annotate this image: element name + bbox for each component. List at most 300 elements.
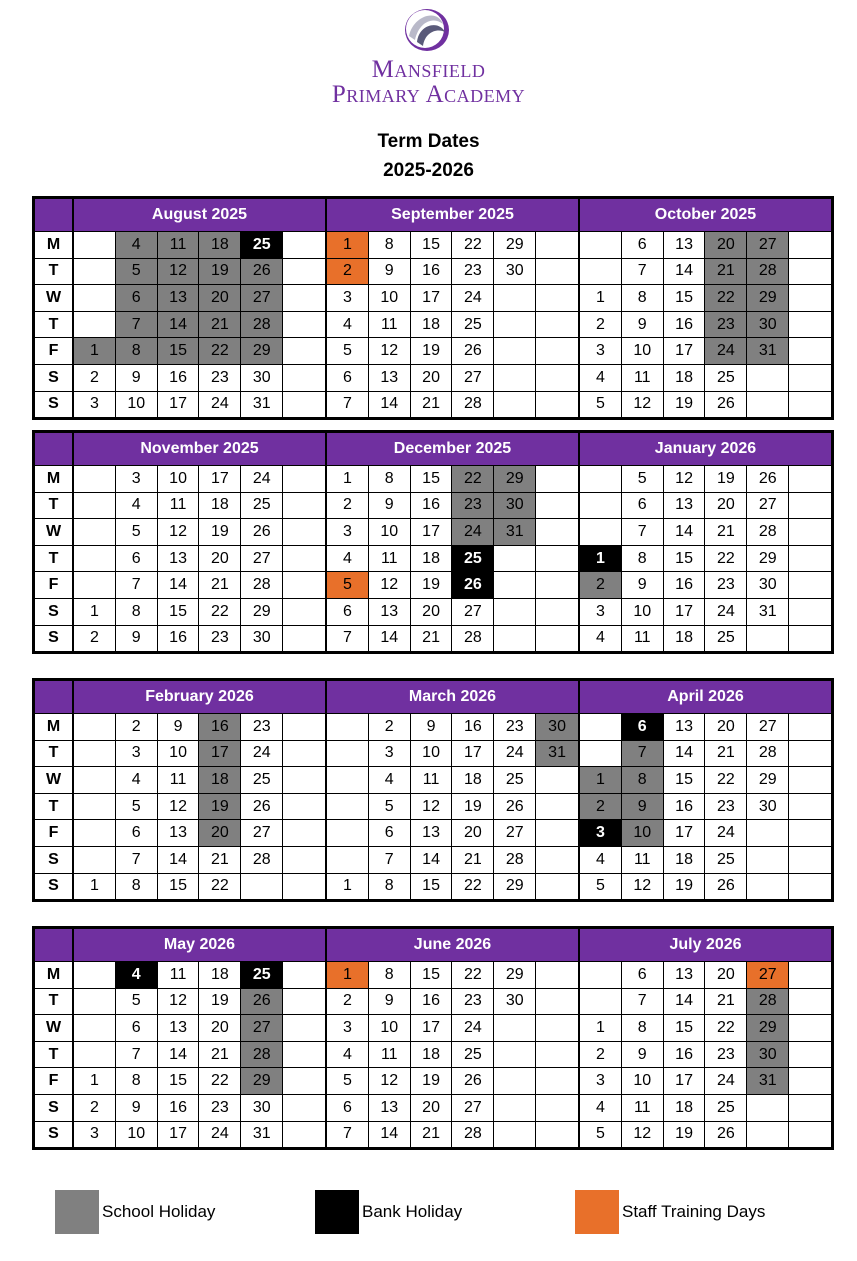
month-grid xyxy=(72,961,325,1147)
empty-cell xyxy=(327,713,369,740)
empty-cell xyxy=(580,465,622,492)
date-cell: 5 xyxy=(116,518,158,545)
date-cell: 22 xyxy=(199,873,241,900)
date-cell: 29 xyxy=(747,1014,789,1041)
empty-cell xyxy=(327,766,369,793)
empty-cell xyxy=(747,873,789,900)
date-cell: 18 xyxy=(452,766,494,793)
empty-cell xyxy=(747,846,789,873)
empty-cell xyxy=(747,625,789,652)
date-cell: 22 xyxy=(199,598,241,625)
empty-cell xyxy=(789,740,831,767)
date-cell: 27 xyxy=(241,545,283,572)
date-cell: 22 xyxy=(705,545,747,572)
date-cell: 5 xyxy=(622,465,664,492)
date-cell: 21 xyxy=(411,625,453,652)
date-cell: 10 xyxy=(622,337,664,364)
date-cell: 16 xyxy=(199,713,241,740)
date-cell: 29 xyxy=(241,1067,283,1094)
date-cell: 20 xyxy=(199,1014,241,1041)
date-cell: 26 xyxy=(705,391,747,418)
date-cell: 2 xyxy=(580,1041,622,1068)
date-cell: 18 xyxy=(411,1041,453,1068)
date-cell: 15 xyxy=(411,873,453,900)
date-cell: 13 xyxy=(664,492,706,519)
date-cell: 21 xyxy=(452,846,494,873)
empty-cell xyxy=(74,1041,116,1068)
empty-cell xyxy=(74,545,116,572)
empty-cell xyxy=(789,518,831,545)
month-grid xyxy=(578,231,831,417)
date-cell: 3 xyxy=(327,284,369,311)
empty-cell xyxy=(74,793,116,820)
empty-cell xyxy=(789,873,831,900)
date-cell: 8 xyxy=(116,873,158,900)
logo-emblem-icon xyxy=(403,6,455,54)
date-cell: 31 xyxy=(747,337,789,364)
date-cell: 16 xyxy=(452,713,494,740)
empty-cell xyxy=(789,311,831,338)
month-grid xyxy=(72,713,325,899)
month-grid xyxy=(72,465,325,651)
date-cell: 16 xyxy=(158,364,200,391)
empty-cell xyxy=(536,364,578,391)
date-cell: 31 xyxy=(747,598,789,625)
day-label: F xyxy=(35,337,72,364)
empty-cell xyxy=(74,571,116,598)
empty-cell xyxy=(494,337,536,364)
empty-cell xyxy=(536,1067,578,1094)
date-cell: 21 xyxy=(199,846,241,873)
empty-cell xyxy=(494,1041,536,1068)
date-cell: 15 xyxy=(411,961,453,988)
date-cell: 28 xyxy=(494,846,536,873)
date-cell: 27 xyxy=(747,961,789,988)
header-corner xyxy=(35,199,72,231)
date-cell: 11 xyxy=(158,961,200,988)
day-label: T xyxy=(35,1041,72,1068)
date-cell: 11 xyxy=(369,545,411,572)
date-cell: 17 xyxy=(664,598,706,625)
empty-cell xyxy=(789,988,831,1015)
date-cell: 14 xyxy=(411,846,453,873)
date-cell: 6 xyxy=(116,819,158,846)
date-cell: 22 xyxy=(705,766,747,793)
date-cell: 19 xyxy=(199,518,241,545)
date-cell: 4 xyxy=(116,766,158,793)
date-cell: 23 xyxy=(705,311,747,338)
date-cell: 2 xyxy=(580,571,622,598)
empty-cell xyxy=(747,364,789,391)
date-cell: 28 xyxy=(747,258,789,285)
date-cell: 26 xyxy=(747,465,789,492)
day-label: T xyxy=(35,258,72,285)
date-cell: 21 xyxy=(705,518,747,545)
date-cell: 11 xyxy=(622,364,664,391)
date-cell: 19 xyxy=(199,793,241,820)
date-cell: 16 xyxy=(664,311,706,338)
empty-cell xyxy=(747,819,789,846)
empty-cell xyxy=(536,311,578,338)
date-cell: 17 xyxy=(452,740,494,767)
date-cell: 11 xyxy=(411,766,453,793)
date-cell: 23 xyxy=(452,988,494,1015)
date-cell: 4 xyxy=(327,1041,369,1068)
date-cell: 21 xyxy=(705,988,747,1015)
day-label: W xyxy=(35,518,72,545)
date-cell: 4 xyxy=(580,625,622,652)
date-cell: 27 xyxy=(452,364,494,391)
date-cell: 18 xyxy=(199,766,241,793)
date-cell: 9 xyxy=(369,492,411,519)
date-cell: 5 xyxy=(580,391,622,418)
academic-year: 2025-2026 xyxy=(383,160,474,181)
empty-cell xyxy=(536,766,578,793)
empty-cell xyxy=(580,258,622,285)
date-cell: 3 xyxy=(116,740,158,767)
calendar-block xyxy=(32,196,834,420)
date-cell: 22 xyxy=(452,961,494,988)
date-cell: 10 xyxy=(622,598,664,625)
date-cell: 22 xyxy=(452,465,494,492)
empty-cell xyxy=(789,1094,831,1121)
empty-cell xyxy=(536,258,578,285)
empty-cell xyxy=(283,713,325,740)
month-header: November 2025 xyxy=(72,433,325,465)
date-cell: 8 xyxy=(622,284,664,311)
empty-cell xyxy=(789,258,831,285)
date-cell: 7 xyxy=(622,740,664,767)
date-cell: 21 xyxy=(199,571,241,598)
header-corner xyxy=(35,681,72,713)
date-cell: 26 xyxy=(705,873,747,900)
empty-cell xyxy=(494,598,536,625)
date-cell: 27 xyxy=(747,492,789,519)
empty-cell xyxy=(536,545,578,572)
date-cell: 14 xyxy=(664,988,706,1015)
date-cell: 4 xyxy=(580,364,622,391)
date-cell: 5 xyxy=(327,1067,369,1094)
empty-cell xyxy=(789,598,831,625)
empty-cell xyxy=(494,1094,536,1121)
date-cell: 31 xyxy=(747,1067,789,1094)
date-cell: 21 xyxy=(199,1041,241,1068)
empty-cell xyxy=(74,465,116,492)
date-cell: 26 xyxy=(241,793,283,820)
month-header: December 2025 xyxy=(325,433,578,465)
date-cell: 16 xyxy=(664,793,706,820)
date-cell: 26 xyxy=(452,1067,494,1094)
month-header: February 2026 xyxy=(72,681,325,713)
date-cell: 17 xyxy=(664,337,706,364)
day-label: T xyxy=(35,311,72,338)
month-grid xyxy=(578,961,831,1147)
date-cell: 9 xyxy=(369,258,411,285)
calendar-block xyxy=(32,926,834,1150)
date-cell: 23 xyxy=(705,1041,747,1068)
date-cell: 12 xyxy=(158,518,200,545)
day-label: T xyxy=(35,988,72,1015)
date-cell: 23 xyxy=(241,713,283,740)
empty-cell xyxy=(327,819,369,846)
empty-cell xyxy=(283,793,325,820)
date-cell: 6 xyxy=(327,598,369,625)
date-cell: 21 xyxy=(411,1121,453,1148)
empty-cell xyxy=(74,258,116,285)
day-label: S xyxy=(35,1094,72,1121)
date-cell: 4 xyxy=(327,545,369,572)
date-cell: 22 xyxy=(452,873,494,900)
date-cell: 6 xyxy=(622,492,664,519)
legend-swatch xyxy=(315,1190,359,1234)
empty-cell xyxy=(283,311,325,338)
empty-cell xyxy=(283,284,325,311)
date-cell: 15 xyxy=(411,465,453,492)
date-cell: 10 xyxy=(622,1067,664,1094)
empty-cell xyxy=(74,961,116,988)
date-cell: 4 xyxy=(116,231,158,258)
empty-cell xyxy=(580,740,622,767)
date-cell: 13 xyxy=(158,1014,200,1041)
empty-cell xyxy=(283,364,325,391)
date-cell: 20 xyxy=(411,598,453,625)
date-cell: 11 xyxy=(622,1094,664,1121)
empty-cell xyxy=(789,465,831,492)
date-cell: 12 xyxy=(369,337,411,364)
date-cell: 8 xyxy=(369,231,411,258)
date-cell: 19 xyxy=(664,1121,706,1148)
date-cell: 6 xyxy=(622,961,664,988)
date-cell: 28 xyxy=(452,391,494,418)
date-cell: 15 xyxy=(664,1014,706,1041)
date-cell: 20 xyxy=(411,364,453,391)
date-cell: 28 xyxy=(452,1121,494,1148)
month-header: April 2026 xyxy=(578,681,831,713)
date-cell: 30 xyxy=(241,364,283,391)
date-cell: 22 xyxy=(199,1067,241,1094)
empty-cell xyxy=(536,492,578,519)
date-cell: 20 xyxy=(411,1094,453,1121)
date-cell: 27 xyxy=(494,819,536,846)
legend-swatch xyxy=(575,1190,619,1234)
date-cell: 1 xyxy=(74,598,116,625)
date-cell: 28 xyxy=(747,988,789,1015)
date-cell: 25 xyxy=(705,625,747,652)
empty-cell xyxy=(283,766,325,793)
day-label: S xyxy=(35,873,72,900)
empty-cell xyxy=(789,231,831,258)
date-cell: 22 xyxy=(705,1014,747,1041)
date-cell: 17 xyxy=(199,465,241,492)
date-cell: 11 xyxy=(158,492,200,519)
date-cell: 17 xyxy=(664,1067,706,1094)
empty-cell xyxy=(283,337,325,364)
empty-cell xyxy=(580,988,622,1015)
empty-cell xyxy=(789,1121,831,1148)
date-cell: 24 xyxy=(241,465,283,492)
date-cell: 9 xyxy=(116,1094,158,1121)
empty-cell xyxy=(283,465,325,492)
day-label: W xyxy=(35,284,72,311)
month-header: June 2026 xyxy=(325,929,578,961)
date-cell: 30 xyxy=(494,258,536,285)
school-name-line2: Primary Academy xyxy=(331,81,526,108)
empty-cell xyxy=(494,545,536,572)
date-cell: 3 xyxy=(580,337,622,364)
date-cell: 3 xyxy=(369,740,411,767)
empty-cell xyxy=(536,793,578,820)
date-cell: 25 xyxy=(241,961,283,988)
date-cell: 12 xyxy=(622,1121,664,1148)
page-title: Term Dates xyxy=(377,131,480,152)
date-cell: 29 xyxy=(241,598,283,625)
date-cell: 9 xyxy=(622,311,664,338)
empty-cell xyxy=(747,391,789,418)
empty-cell xyxy=(283,391,325,418)
date-cell: 25 xyxy=(705,364,747,391)
date-cell: 27 xyxy=(452,598,494,625)
date-cell: 23 xyxy=(705,571,747,598)
date-cell: 19 xyxy=(411,1067,453,1094)
date-cell: 24 xyxy=(241,740,283,767)
date-cell: 24 xyxy=(452,518,494,545)
date-cell: 8 xyxy=(622,1014,664,1041)
empty-cell xyxy=(580,713,622,740)
date-cell: 1 xyxy=(580,766,622,793)
date-cell: 24 xyxy=(705,1067,747,1094)
date-cell: 21 xyxy=(199,311,241,338)
date-cell: 1 xyxy=(327,961,369,988)
month-header: October 2025 xyxy=(578,199,831,231)
date-cell: 5 xyxy=(116,793,158,820)
empty-cell xyxy=(580,961,622,988)
date-cell: 13 xyxy=(369,598,411,625)
date-cell: 19 xyxy=(705,465,747,492)
date-cell: 6 xyxy=(622,713,664,740)
date-cell: 31 xyxy=(241,391,283,418)
date-cell: 14 xyxy=(158,1041,200,1068)
date-cell: 4 xyxy=(327,311,369,338)
date-cell: 30 xyxy=(536,713,578,740)
month-grid xyxy=(325,231,578,417)
date-cell: 23 xyxy=(494,713,536,740)
date-cell: 14 xyxy=(369,1121,411,1148)
date-cell: 29 xyxy=(747,766,789,793)
date-cell: 12 xyxy=(664,465,706,492)
empty-cell xyxy=(747,1121,789,1148)
empty-cell xyxy=(789,846,831,873)
date-cell: 9 xyxy=(411,713,453,740)
date-cell: 8 xyxy=(369,961,411,988)
date-cell: 2 xyxy=(116,713,158,740)
date-cell: 20 xyxy=(705,961,747,988)
date-cell: 12 xyxy=(369,1067,411,1094)
date-cell: 4 xyxy=(580,1094,622,1121)
date-cell: 16 xyxy=(411,492,453,519)
empty-cell xyxy=(283,988,325,1015)
date-cell: 13 xyxy=(664,713,706,740)
date-cell: 12 xyxy=(158,988,200,1015)
empty-cell xyxy=(283,258,325,285)
date-cell: 24 xyxy=(199,391,241,418)
date-cell: 12 xyxy=(158,793,200,820)
date-cell: 17 xyxy=(411,284,453,311)
date-cell: 13 xyxy=(158,819,200,846)
empty-cell xyxy=(494,571,536,598)
date-cell: 29 xyxy=(494,873,536,900)
legend-label: Bank Holiday xyxy=(362,1202,463,1221)
month-grid xyxy=(325,713,578,899)
day-label: S xyxy=(35,364,72,391)
date-cell: 10 xyxy=(369,284,411,311)
date-cell: 4 xyxy=(580,846,622,873)
date-cell: 28 xyxy=(452,625,494,652)
empty-cell xyxy=(327,740,369,767)
empty-cell xyxy=(789,766,831,793)
day-label: S xyxy=(35,846,72,873)
date-cell: 1 xyxy=(74,337,116,364)
date-cell: 2 xyxy=(327,492,369,519)
date-cell: 4 xyxy=(116,961,158,988)
date-cell: 9 xyxy=(116,625,158,652)
date-cell: 6 xyxy=(116,545,158,572)
empty-cell xyxy=(283,873,325,900)
date-cell: 28 xyxy=(747,518,789,545)
empty-cell xyxy=(789,1041,831,1068)
date-cell: 25 xyxy=(705,846,747,873)
day-label: T xyxy=(35,492,72,519)
date-cell: 2 xyxy=(74,364,116,391)
date-cell: 5 xyxy=(580,873,622,900)
date-cell: 28 xyxy=(241,571,283,598)
empty-cell xyxy=(283,740,325,767)
date-cell: 17 xyxy=(411,518,453,545)
date-cell: 15 xyxy=(158,598,200,625)
date-cell: 14 xyxy=(664,258,706,285)
date-cell: 17 xyxy=(158,1121,200,1148)
empty-cell xyxy=(283,231,325,258)
date-cell: 8 xyxy=(116,337,158,364)
date-cell: 13 xyxy=(664,231,706,258)
date-cell: 9 xyxy=(622,793,664,820)
empty-cell xyxy=(283,625,325,652)
empty-cell xyxy=(536,571,578,598)
empty-cell xyxy=(74,846,116,873)
date-cell: 8 xyxy=(116,598,158,625)
date-cell: 2 xyxy=(74,1094,116,1121)
date-cell: 26 xyxy=(452,337,494,364)
date-cell: 6 xyxy=(116,1014,158,1041)
date-cell: 7 xyxy=(622,258,664,285)
date-cell: 23 xyxy=(199,625,241,652)
date-cell: 23 xyxy=(705,793,747,820)
date-cell: 4 xyxy=(369,766,411,793)
date-cell: 27 xyxy=(241,284,283,311)
date-cell: 21 xyxy=(705,258,747,285)
date-cell: 24 xyxy=(452,1014,494,1041)
date-cell: 30 xyxy=(241,1094,283,1121)
month-grid xyxy=(325,465,578,651)
date-cell: 27 xyxy=(241,1014,283,1041)
date-cell: 2 xyxy=(580,311,622,338)
date-cell: 22 xyxy=(199,337,241,364)
date-cell: 23 xyxy=(452,258,494,285)
date-cell: 9 xyxy=(622,1041,664,1068)
date-cell: 6 xyxy=(327,364,369,391)
date-cell: 15 xyxy=(664,545,706,572)
date-cell: 7 xyxy=(369,846,411,873)
date-cell: 1 xyxy=(580,545,622,572)
